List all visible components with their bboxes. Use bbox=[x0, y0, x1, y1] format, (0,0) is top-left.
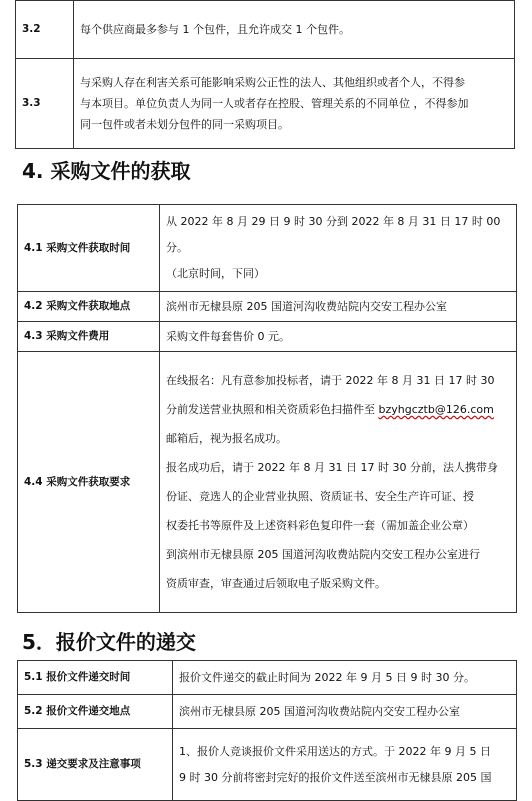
email-address: bzyhgcztb@126.com bbox=[378, 403, 494, 416]
table-row bbox=[18, 729, 517, 801]
row-label: 4.4 采购文件获取要求 bbox=[18, 352, 160, 613]
table-row bbox=[18, 695, 517, 729]
bid-submission-table bbox=[17, 660, 517, 801]
row-value: 采购文件每套售价 0 元。 bbox=[160, 322, 517, 352]
table-row bbox=[18, 292, 517, 322]
procurement-docs-table bbox=[17, 204, 517, 613]
row-value: 从 2022 年 8 月 29 日 9 时 30 分到 2022 年 8 月 31 日 17 时 00 分。 （北京时间，下同） bbox=[160, 205, 517, 292]
table-row bbox=[18, 352, 517, 613]
row-label: 5.2 报价文件递交地点 bbox=[18, 695, 173, 729]
section-4-heading: 4. 采购文件的获取 bbox=[22, 159, 191, 183]
row-value: 滨州市无棣县原 205 国道河沟收费站院内交安工程办公室 bbox=[173, 695, 517, 729]
row-value: 滨州市无棣县原 205 国道河沟收费站院内交安工程办公室 bbox=[160, 292, 517, 322]
row-value: 报价文件递交的截止时间为 2022 年 9 月 5 日 9 时 30 分。 bbox=[173, 661, 517, 695]
qualification-table bbox=[15, 0, 515, 149]
row-label: 5.1 报价文件递交时间 bbox=[18, 661, 173, 695]
item-text: 每个供应商最多参与 1 个包件，且允许成交 1 个包件。 bbox=[74, 1, 515, 59]
table-row bbox=[18, 205, 517, 292]
table-row bbox=[16, 59, 515, 149]
item-text: 与采购人存在利害关系可能影响采购公正性的法人、其他组织或者个人，不得参 与本项目。单位负责人为同一人或者存在控股、管理关系的不同单位 ，不得参加 同一包件或者未划分包件的同一采购项目。 bbox=[74, 59, 515, 149]
row-label: 4.1 采购文件获取时间 bbox=[18, 205, 160, 292]
row-value: 1、报价人竞谈报价文件采用送达的方式。于 2022 年 9 月 5 日 9 时 30 分前将密封完好的报价文件送至滨州市无棣县原 205 国 bbox=[173, 729, 517, 801]
table-row bbox=[18, 661, 517, 695]
item-number: 3.3 bbox=[16, 59, 74, 149]
table-row bbox=[18, 322, 517, 352]
section-5-heading: 5．报价文件的递交 bbox=[22, 630, 196, 654]
row-label: 4.2 采购文件获取地点 bbox=[18, 292, 160, 322]
row-value: 在线报名：凡有意参加投标者，请于 2022 年 8 月 31 日 17 时 30 分前发送营业执照和相关资质彩色扫描件至 bzyhgcztb@126.com 邮箱后，视为报名成功。 报名成功后，请于 2022 年 8 月 31 日 17 时 30 分前，法人携带身 份证、竞选人的企业营业执照、资质证书、安全生产许可证、授 权委托书等原件及上述资料彩色复印件一套（需加盖企业公章） 到滨州市无棣县原 205 国道河沟收费站院内交安工程办公室进行 资质审查，审查通过后领取电子版采购文件。 bbox=[160, 352, 517, 613]
table-row bbox=[16, 1, 515, 59]
row-label: 4.3 采购文件费用 bbox=[18, 322, 160, 352]
row-label: 5.3 递交要求及注意事项 bbox=[18, 729, 173, 801]
item-number: 3.2 bbox=[16, 1, 74, 59]
